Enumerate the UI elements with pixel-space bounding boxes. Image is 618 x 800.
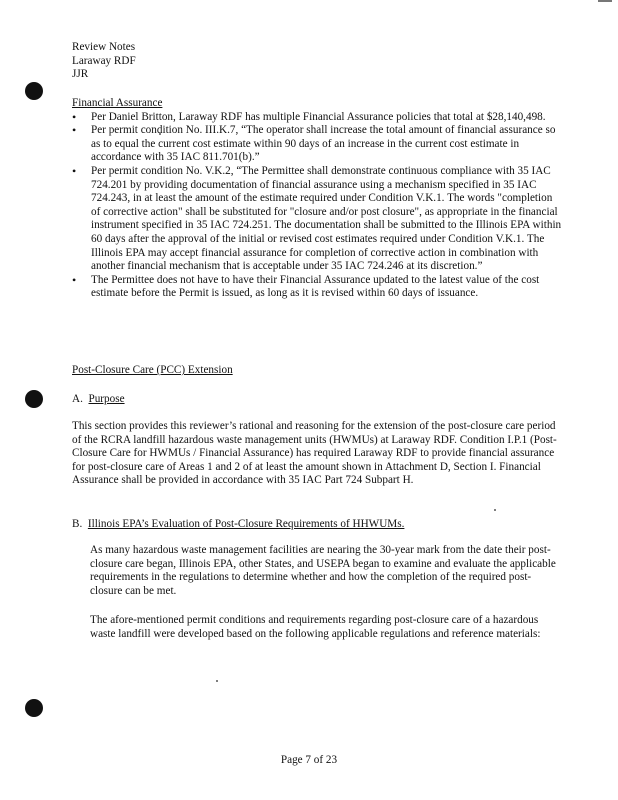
section-a-body: This section provides this reviewer’s rational and reasoning for the extension of the post-closure care period of the RCRA landfill hazardous waste management units (HWMUs) at Laraway RDF. Condition I.P.1 (Post-Closure Care for HWMUs / Financial Assurance) has required Laraway RDF to provide financial assurance for post-closure care of Areas 1 and 2 of at least the amount shown in Attachment D, Section I. Financial Assurance shall be provided in accordance with 35 IAC Part 724 Subpart H. (72, 420, 557, 487)
scan-corner-mark (598, 0, 612, 2)
section-b-title: Illinois EPA’s Evaluation of Post-Closure Requirements of HHWUMs. (87, 518, 405, 530)
punch-hole-middle (25, 390, 43, 408)
list-item: • Per permit condition No. III.K.7, “The operator shall increase the total amount of financial assurance so as to equal the current cost estimate within 90 days of an increase in the current cost estimate in accordance with 35 IAC 811.701(b).” (72, 124, 562, 165)
list-item: • Per permit condition No. V.K.2, “The Permittee shall demonstrate continuous compliance with 35 IAC 724.201 by providing documentation of financial assurance using a mechanism specified in 35 IAC 724.243, in at least the amount of the estimate required under Condition V.K.1. The words "completion of corrective action" shall be substituted for "closure and/or post closure", as appropriate in the financial instrument specified in 35 IAC 724.251. The documentation shall be submitted to the Illinois EPA within 60 days after the approval of the initial or revised cost estimates required under Condition V.K.1. The Illinois EPA may accept financial assurance for completion of corrective action in combination with another financial mechanism that is acceptable under 35 IAC 724.246 at its discretion.” (72, 165, 562, 274)
section-b-paragraph-1: As many hazardous waste management facilities are nearing the 30-year mark from the date their post-closure care began, Illinois EPA, other States, and USEPA began to examine and evaluate the applicable requirements in the regulations to determine whether and how the completion of the required post-closure can be met. (90, 544, 556, 597)
header-initials: JJR (72, 68, 89, 81)
pcc-heading-block (72, 364, 562, 378)
financial-assurance-section (72, 97, 562, 301)
section-b-label: B. (72, 518, 83, 530)
section-a-label: A. (72, 393, 83, 405)
financial-assurance-heading: Financial Assurance (72, 97, 163, 109)
pcc-heading: Post-Closure Care (PCC) Extension (72, 364, 233, 376)
page-number: Page 7 of 23 (280, 754, 338, 766)
punch-hole-bottom (25, 699, 43, 717)
section-a-heading (72, 393, 562, 407)
section-a-title: Purpose (88, 393, 125, 405)
scan-speck (494, 509, 496, 511)
list-item: • The Permittee does not have to have their Financial Assurance updated to the latest value of the cost estimate before the Permit is issued, as long as it is revised within 60 days of issuance. (72, 274, 562, 301)
header-title: Review Notes (72, 41, 136, 53)
list-item: • Per Daniel Britton, Laraway RDF has multiple Financial Assurance policies that total at $28,140,498. (72, 111, 562, 125)
punch-hole-top (25, 82, 43, 100)
financial-assurance-list (72, 111, 562, 301)
document-header (72, 41, 562, 82)
section-b-heading (72, 518, 562, 532)
header-facility: Laraway RDF (72, 54, 136, 67)
section-b-paragraph-2: The afore-mentioned permit conditions and requirements regarding post-closure care of a hazardous waste landfill were developed based on the following applicable regulations and reference materials: (90, 614, 541, 640)
scan-speck (216, 680, 218, 682)
